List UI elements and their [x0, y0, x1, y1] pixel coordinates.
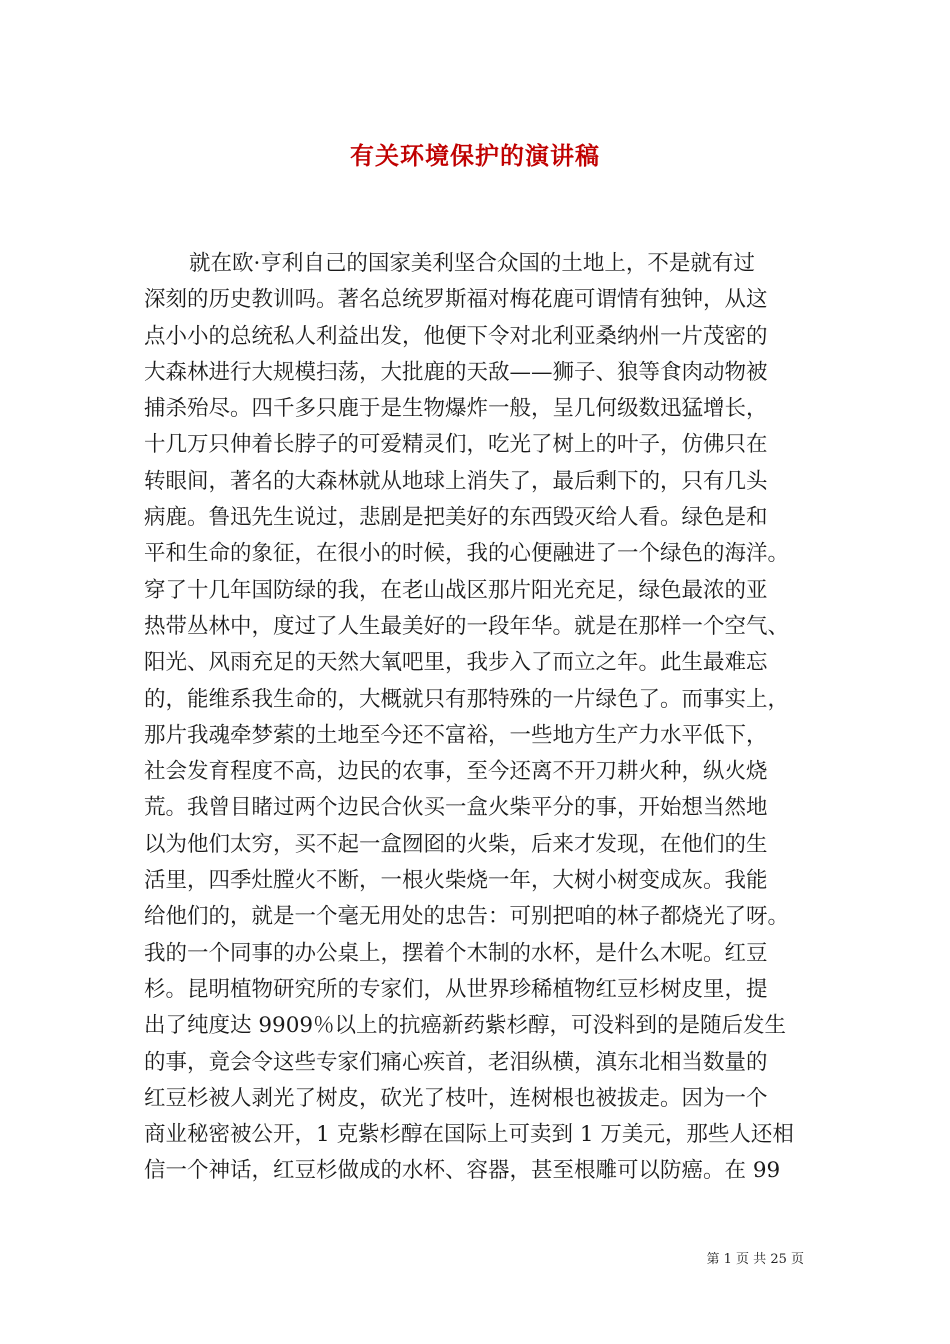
- body-line: 十几万只伸着长脖子的可爱精灵们，吃光了树上的叶子，仿佛只在: [144, 432, 768, 458]
- body-line: 信一个神话，红豆杉做成的水杯、容器，甚至根雕可以防癌。在 99: [144, 1158, 781, 1184]
- body-line: 荒。我曾目睹过两个边民合伙买一盒火柴平分的事，开始想当然地: [144, 795, 768, 821]
- body-line: 就在欧·亨利自己的国家美利坚合众国的土地上，不是就有过: [189, 251, 755, 276]
- body-line: 平和生命的象征，在很小的时候，我的心便融进了一个绿色的海洋。: [144, 541, 790, 567]
- document-body: [144, 246, 824, 1190]
- body-line: 那片我魂牵梦萦的土地至今还不富裕，一些地方生产力水平低下，: [144, 722, 768, 748]
- body-line: 深刻的历史教训吗。著名总统罗斯福对梅花鹿可谓情有独钟，从这: [144, 287, 768, 313]
- body-line: 转眼间，著名的大森林就从地球上消失了，最后剩下的，只有几头: [144, 468, 768, 494]
- body-line: 以为他们太穷，买不起一盒囫囵的火柴，后来才发现，在他们的生: [144, 831, 768, 857]
- body-line: 大森林进行大规模扫荡，大批鹿的天敌——狮子、狼等食肉动物被: [144, 359, 768, 385]
- body-line: 阳光、风雨充足的天然大氧吧里，我步入了而立之年。此生最难忘: [144, 650, 768, 676]
- body-line: 给他们的，就是一个毫无用处的忠告：可别把咱的林子都烧光了呀。: [144, 904, 790, 930]
- document-title: 有关环境保护的演讲稿: [350, 141, 600, 170]
- body-line: 红豆杉被人剥光了树皮，砍光了枝叶，连树根也被拔走。因为一个: [144, 1085, 768, 1111]
- body-line: 的，能维系我生命的，大概就只有那特殊的一片绿色了。而事实上，: [144, 686, 790, 712]
- body-line: 穿了十几年国防绿的我，在老山战区那片阳光充足，绿色最浓的亚: [144, 577, 768, 603]
- body-line: 出了纯度达 9909％以上的抗癌新药紫杉醇，可没料到的是随后发生: [144, 1013, 787, 1039]
- body-line: 社会发育程度不高，边民的农事，至今还离不开刀耕火种，纵火烧: [144, 759, 768, 785]
- body-line: 商业秘密被公开，1 克紫杉醇在国际上可卖到 1 万美元，那些人还相: [144, 1122, 794, 1148]
- body-line: 杉。昆明植物研究所的专家们，从世界珍稀植物红豆杉树皮里，提: [144, 976, 768, 1002]
- body-line: 热带丛林中，度过了人生最美好的一段年华。就是在那样一个空气、: [144, 613, 790, 639]
- page-number: 第 1 页 共 25 页: [706, 1252, 804, 1267]
- body-line: 捕杀殆尽。四千多只鹿于是生物爆炸一般，呈几何级数迅猛增长，: [144, 396, 768, 422]
- body-line: 的事，竟会令这些专家们痛心疾首，老泪纵横，滇东北相当数量的: [144, 1049, 768, 1075]
- body-line: 活里，四季灶膛火不断，一根火柴烧一年，大树小树变成灰。我能: [144, 868, 768, 894]
- body-line: 我的一个同事的办公桌上，摆着个木制的水杯，是什么木呢。红豆: [144, 940, 768, 966]
- body-line: 病鹿。鲁迅先生说过，悲剧是把美好的东西毁灭给人看。绿色是和: [144, 505, 768, 531]
- body-line: 点小小的总统私人利益出发，他便下令对北利亚桑纳州一片茂密的: [144, 323, 768, 349]
